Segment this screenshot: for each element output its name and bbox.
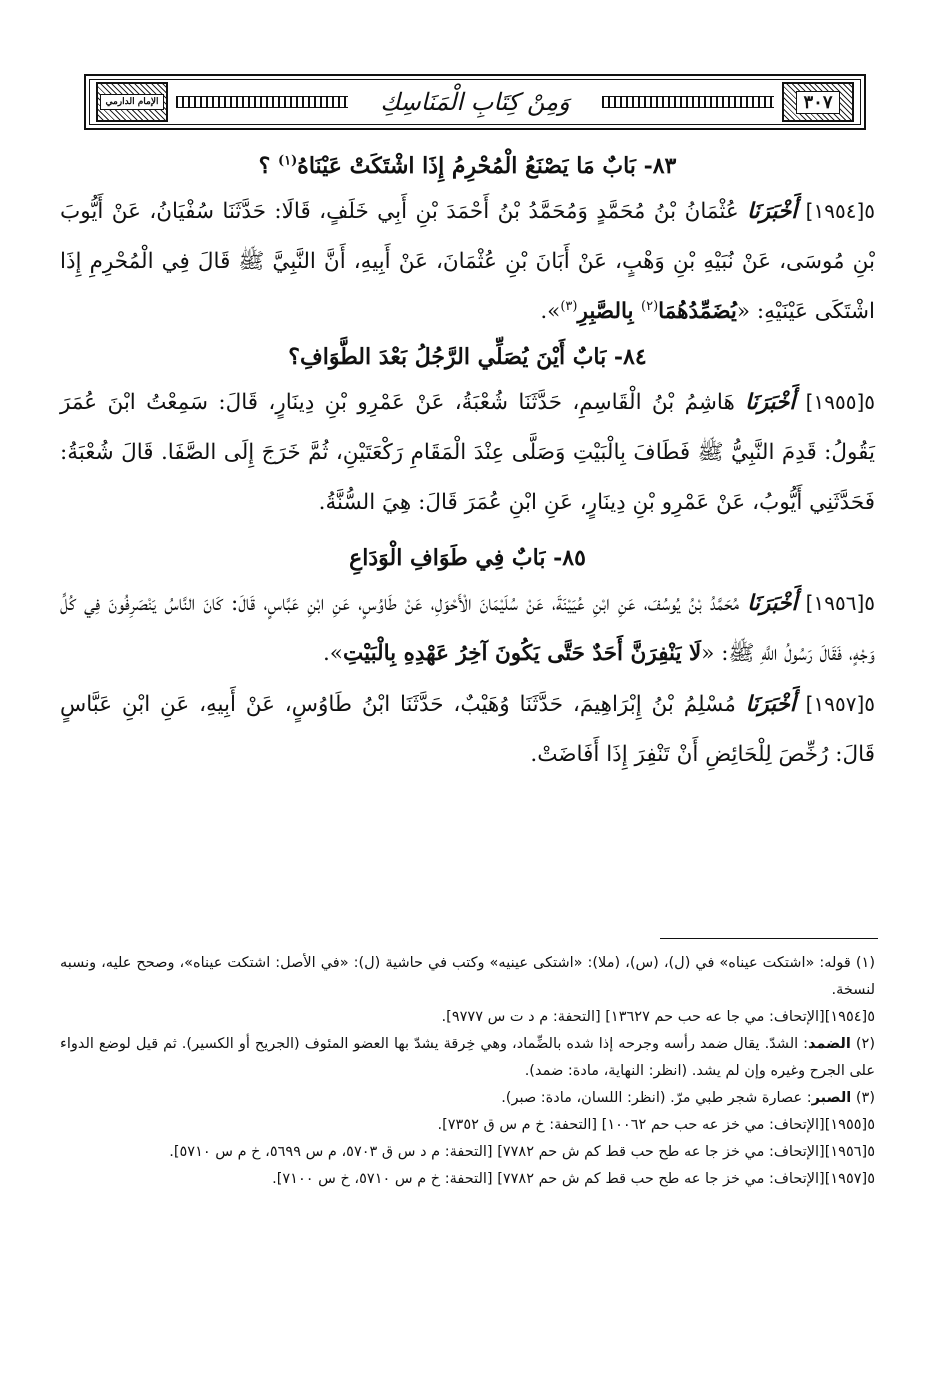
footnote-1: (١) قوله: «اشتكت عيناه» في (ل)، (س)، (ملا): «اشتكى عينيه» وكتب في حاشية (ل): «في الأصل: اشتكت عيناه»، وصحح عليه، ونسبه لنسخة. <box>60 955 876 998</box>
footnote-ref: (١) <box>278 153 298 169</box>
hadith-number: ٥[١٩٥٤] <box>805 199 875 223</box>
footnote-3: (٣) الصبر: عصارة شجر طبي مرّ. (انظر: اللسان، مادة: صبر). <box>501 1090 875 1106</box>
footnote-1954: ٥[١٩٥٤][الإتحاف: مي جا عه حب حم ١٣٦٢٧] [التحفة: م د ت س ٩٧٧٧]. <box>441 1009 875 1025</box>
footnote-2: (٢) الضمد: الشدّ. يقال ضمد رأسه وجرحه إذا شده بالضِّماد، وهي خِرقة يشدّ بها العضو المئوف (الجريح أو الكسير). ثم قيل لوضع الدواء على الجرح وغيره وإن لم يشد. (انظر: النهاية، مادة: ضمد). <box>60 1036 875 1079</box>
footnote-ref: (٣) <box>560 298 578 314</box>
chapter-heading-85: ٨٥- بَابٌ فِي طَوَافِ الْوَدَاعِ <box>349 545 586 571</box>
ornament-band-right <box>602 96 774 108</box>
hadith-number: ٥[١٩٥٥] <box>805 390 875 414</box>
page-number: ٣٠٧ <box>796 91 839 114</box>
chapter-heading-84: ٨٤- بَابٌ أَيْنَ يُصَلِّي الرَّجُلُ بَعْدَ الطَّوَافِ؟ <box>288 344 647 370</box>
hadith-1954: ٥[١٩٥٤] أَخْبَرَنَا عُثْمَانُ بْنُ مُحَمَّدٍ وَمُحَمَّدُ بْنُ أَحْمَدَ بْنِ أَبِي خَلَفٍ، قَالَا: حَدَّثَنَا سُفْيَانُ، عَنْ أَيُّوبَ بْنِ مُوسَى، عَنْ نُبَيْهِ بْنِ وَهْبٍ، عَنْ أَبَانَ بْنِ عُثْمَانَ، عَنْ أَبِيهِ، أَنَّ النَّبِيَّ ﷺ قَالَ فِي الْمُحْرِمِ إِذَا اشْتَكَى عَيْنَيْهِ: «يُضَمِّدُهُمَا$^{(٢)}$ بِالصَّبِرِ$^{(٣)}$». <box>60 199 875 324</box>
hadith-number: ٥[١٩٥٦] <box>805 591 875 615</box>
hadith-1957: ٥[١٩٥٧] أَخْبَرَنَا مُسْلِمُ بْنُ إِبْرَاهِيمَ، حَدَّثَنَا وُهَيْبٌ، حَدَّثَنَا ابْنُ طَاوُسٍ، عَنْ أَبِيهِ، عَنِ ابْنِ عَبَّاسٍ قَالَ: رُخِّصَ لِلْحَائِضِ أَنْ تَنْفِرَ إِذَا أَفَاضَتْ. <box>60 692 875 767</box>
footnote-divider <box>660 938 878 939</box>
chapter-heading-83: ٨٣- بَابٌ مَا يَصْنَعُ الْمُحْرِمُ إِذَا اشْتَكَتْ عَيْنَاهُ$^{(١)}$ ؟ <box>258 153 677 179</box>
hadith-number: ٥[١٩٥٧] <box>805 692 875 716</box>
footnotes <box>60 950 875 1193</box>
ornament-band-left <box>176 96 348 108</box>
footnote-1955: ٥[١٩٥٥][الإتحاف: مي خز عه حب حم ١٠٠٦٢] [التحفة: خ م س ق ٧٣٥٢]. <box>437 1117 875 1133</box>
main-text <box>60 146 875 780</box>
seal-text: الإمام الدارمي <box>100 94 163 110</box>
page-number-box <box>782 82 854 122</box>
footnote-1956: ٥[١٩٥٦][الإتحاف: مي خز جا عه طح حب قط كم ش حم ٧٧٨٢] [التحفة: م د س ق ٥٧٠٣، م س ٥٦٩٩، خ م س ٥٧١٠]. <box>169 1144 875 1160</box>
hadith-1956: ٥[١٩٥٦] أَخْبَرَنَا مُحَمَّدُ بْنُ يُوسُفَ، عَنِ ابْنِ عُيَيْنَةَ، عَنْ سُلَيْمَانَ الْأَحْوَلِ، عَنْ طَاوُسٍ، عَنِ ابْنِ عَبَّاسٍ، قَالَ: كَانَ النَّاسُ يَنْصَرِفُونَ فِي كُلِّ وَجْهٍ، فَقَالَ رَسُولُ اللَّهِ ﷺ: «لَا يَنْفِرَنَّ أَحَدٌ حَتَّى يَكُونَ آخِرُ عَهْدِهِ بِالْبَيْتِ». <box>60 591 875 666</box>
footnote-ref: (٢) <box>641 298 659 314</box>
seal-emblem <box>96 82 168 122</box>
footnote-1957: ٥[١٩٥٧][الإتحاف: مي خز جا عه طح حب قط كم ش حم ٧٧٨٢] [التحفة: خ م س ٥٧١٠، خ س ٧١٠٠]. <box>272 1171 875 1187</box>
running-title: وَمِنْ كِتَابِ الْمَنَاسِكِ <box>370 88 579 116</box>
hadith-1955: ٥[١٩٥٥] أَخْبَرَنَا هَاشِمُ بْنُ الْقَاسِمِ، حَدَّثَنَا شُعْبَةُ، عَنْ عَمْرِو بْنِ دِينَارٍ، قَالَ: سَمِعْتُ ابْنَ عُمَرَ يَقُولُ: قَدِمَ النَّبِيُّ ﷺ فَطَافَ بِالْبَيْتِ وَصَلَّى عِنْدَ الْمَقَامِ رَكْعَتَيْنِ، ثُمَّ خَرَجَ إِلَى الصَّفَا. قَالَ شُعْبَةُ: فَحَدَّثَنِي أَيُّوبُ، عَنْ عَمْرِو بْنِ دِينَارٍ، عَنِ ابْنِ عُمَرَ قَالَ: هِيَ السُّنَّةُ. <box>60 390 875 515</box>
page-header <box>84 74 866 130</box>
